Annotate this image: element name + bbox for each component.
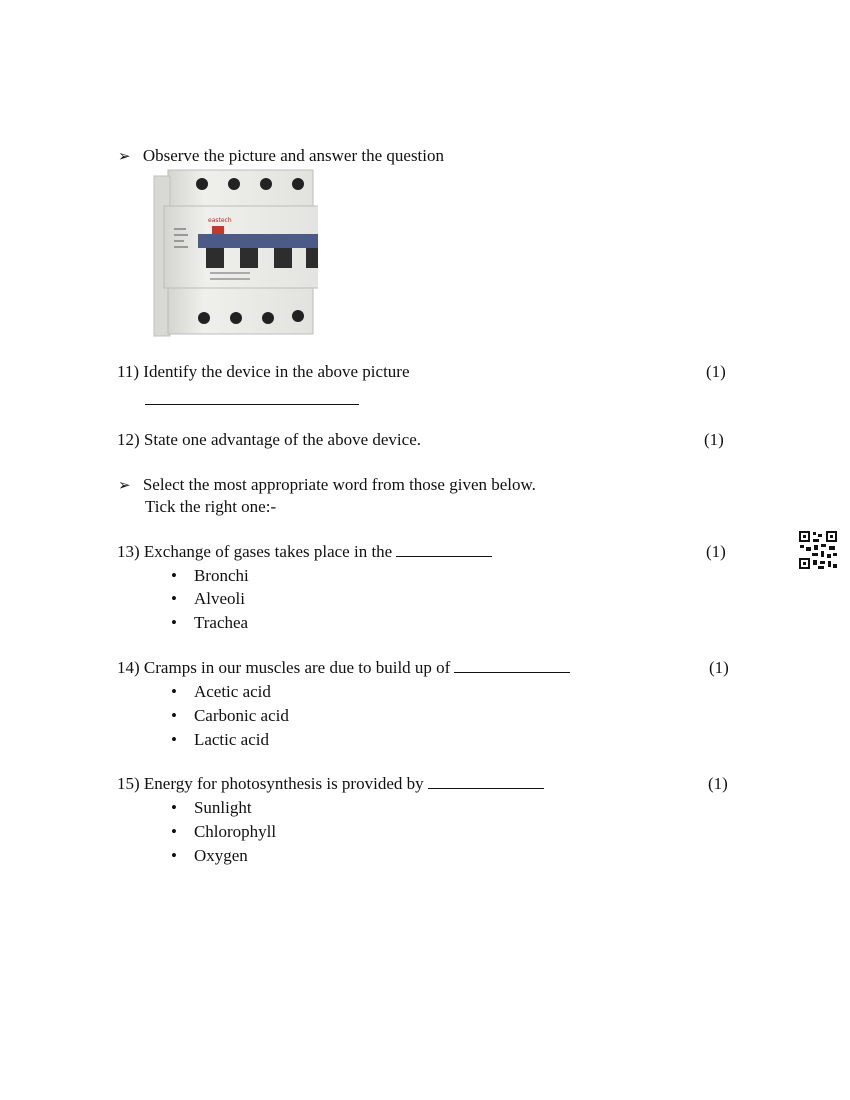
svg-text:eastech: eastech [208, 217, 232, 224]
option-item[interactable]: • Lactic acid [171, 730, 269, 749]
arrow-bullet-icon: ➢ [118, 147, 131, 165]
option-item[interactable]: • Sunlight [171, 798, 252, 817]
option-item[interactable]: • Acetic acid [171, 682, 271, 701]
option-item[interactable]: • Alveoli [171, 589, 245, 608]
arrow-bullet-icon: ➢ [118, 476, 131, 494]
answer-blank-13[interactable] [396, 542, 492, 557]
bullet-icon: • [171, 798, 177, 817]
answer-blank-14[interactable] [454, 658, 570, 673]
bullet-icon: • [171, 682, 177, 701]
question-12-marks: (1) [704, 430, 724, 449]
bullet-icon: • [171, 613, 177, 632]
bullet-icon: • [171, 822, 177, 841]
question-15: 15) Energy for photosynthesis is provided by [117, 774, 544, 794]
question-11-marks: (1) [706, 362, 726, 381]
option-item[interactable]: • Trachea [171, 613, 249, 632]
question-13-marks: (1) [706, 542, 726, 561]
bullet-icon: • [171, 846, 177, 865]
bullet-icon: • [171, 589, 177, 608]
question-13: 13) Exchange of gases takes place in the [117, 542, 492, 562]
option-item[interactable]: • Chlorophyll [171, 822, 277, 841]
question-12: 12) State one advantage of the above device. [117, 430, 421, 449]
instruction-observe: ➢ Observe the picture and answer the question [118, 146, 445, 165]
bullet-icon: • [171, 730, 177, 749]
question-14: 14) Cramps in our muscles are due to build up of [117, 658, 570, 678]
instruction-select: ➢ Select the most appropriate word from those given below. [118, 475, 536, 494]
bullet-icon: • [171, 706, 177, 725]
option-item[interactable]: • Carbonic acid [171, 706, 289, 725]
qr-code-icon [798, 530, 838, 570]
mcb-circuit-breaker-image [150, 168, 318, 338]
question-15-marks: (1) [708, 774, 728, 793]
bullet-icon: • [171, 566, 177, 585]
option-item[interactable]: • Oxygen [171, 846, 248, 865]
question-14-marks: (1) [709, 658, 729, 677]
instruction-tick: Tick the right one:- [145, 497, 277, 516]
option-item[interactable]: • Bronchi [171, 566, 249, 585]
question-11: 11) Identify the device in the above picture [117, 362, 410, 381]
answer-blank-15[interactable] [428, 774, 544, 789]
answer-line-11[interactable] [145, 404, 359, 405]
